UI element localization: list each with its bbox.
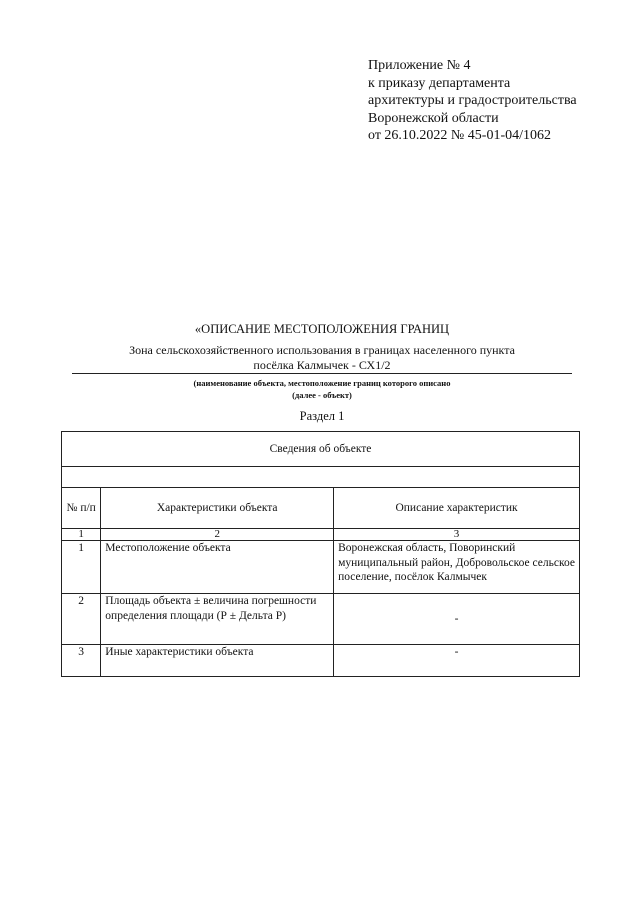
caption-line: (наименование объекта, местоположение границ которого описано (193, 378, 451, 388)
appendix-line: Воронежской области (368, 110, 499, 126)
appendix-line: к приказу департамента (368, 75, 511, 91)
column-number: 2 (101, 529, 334, 541)
section-heading: Раздел 1 (299, 409, 345, 423)
table-row (62, 594, 580, 645)
row-number: 1 (62, 541, 101, 594)
appendix-line: от 26.10.2022 № 45-01-04/1062 (368, 128, 552, 143)
table-header-row (62, 488, 580, 529)
row-characteristic: Местоположение объекта (101, 541, 334, 594)
column-number: 1 (62, 529, 101, 541)
row-number: 2 (62, 594, 101, 645)
column-number: 3 (334, 529, 580, 541)
table-row (62, 645, 580, 677)
document-title: «ОПИСАНИЕ МЕСТОПОЛОЖЕНИЯ ГРАНИЦ (194, 322, 450, 336)
column-header-num: № п/п (62, 488, 101, 529)
caption-line: (далее - объект) (292, 390, 352, 400)
table-row (62, 541, 580, 594)
table-empty-cell (62, 467, 580, 488)
column-header-description: Описание характеристик (334, 488, 580, 529)
column-header-characteristics: Характеристики объекта (101, 488, 334, 529)
appendix-line: Приложение № 4 (368, 58, 471, 73)
table-heading: Сведения об объекте (62, 432, 580, 467)
object-name-line: Зона сельскохозяйственного использования в границах населенного пункта (129, 343, 515, 357)
row-characteristic: Иные характеристики объекта (101, 645, 334, 677)
table-column-numbers-row (62, 529, 580, 541)
table-empty-row (62, 467, 580, 488)
object-info-table (61, 431, 580, 677)
object-name-line: посёлка Калмычек - СХ1/2 (72, 358, 572, 374)
row-description: - (334, 645, 580, 677)
row-number: 3 (62, 645, 101, 677)
appendix-line: архитектуры и градостроительства (368, 93, 577, 108)
object-name-caption (72, 377, 572, 401)
object-name (72, 343, 572, 374)
row-description: Воронежская область, Поворинский муниципальный район, Добровольское сельское поселение, посёлок Калмычек (334, 541, 580, 594)
appendix-block (368, 57, 577, 145)
row-description: - (334, 594, 580, 645)
table-heading-row (62, 432, 580, 467)
row-characteristic: Площадь объекта ± величина погрешности определения площади (Р ± Дельта Р) (101, 594, 334, 645)
